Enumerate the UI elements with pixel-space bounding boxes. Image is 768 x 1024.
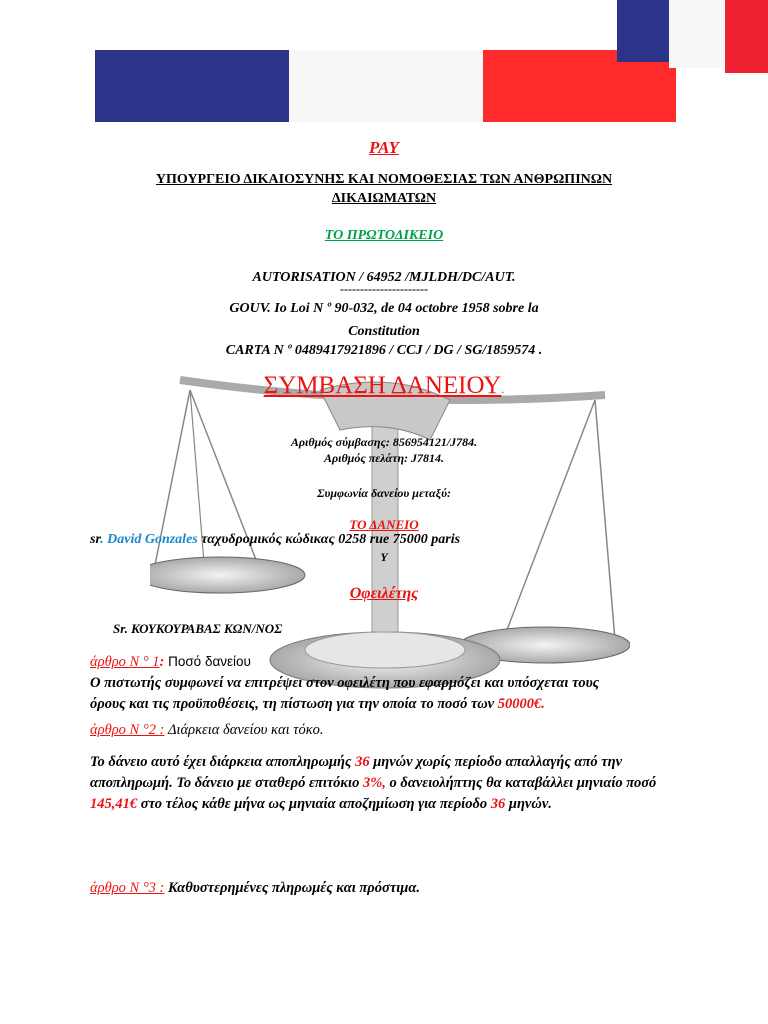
ministry-heading-line2: ΔΙΚΑΙΩΜΑΤΩΝ	[331, 191, 437, 206]
agreement-between: Συμφωνία δανείου μεταξύ:	[317, 486, 451, 500]
article-2-title: Διάρκεια δανείου και τόκο.	[164, 722, 324, 738]
article-2-text-part4: στο τέλος κάθε μήνα ως μηνιαία αποζημίωση για περίοδο	[137, 796, 491, 812]
article-2-monthly-amount: 145,41€	[90, 796, 138, 812]
article-3-label: άρθρο N °3 :	[90, 880, 165, 896]
court-heading: ΤΟ ΠΡΩΤΟΔΙΚΕΙΟ	[324, 228, 444, 243]
flag-white-stripe	[289, 50, 483, 122]
ministry-heading: ΥΠΟΥΡΓΕΙΟ ΔΙΚΑΙΟΣΥΝΗΣ ΚΑΙ ΝΟΜΟΘΕΣΙΑΣ ΤΩΝ ΑΝΘΡΩΠΙΝΩΝ	[155, 172, 613, 187]
lender-address: ταχυδρομικός κώδικας 0258 rue 75000 paris	[197, 532, 461, 547]
debtor-name: Sr. ΚΟΥΚΟΥΡΑΒΑΣ ΚΩΝ/ΝΟΣ	[113, 621, 283, 636]
article-2-period: 36	[490, 796, 506, 812]
carta-line: CARTA N º 0489417921896 / CCJ / DG / SG/1859574 .	[225, 343, 543, 358]
pay-heading: PAY	[369, 138, 399, 157]
lender-label: ΤΟ ΔΑΝΕΙΟ	[349, 517, 419, 532]
article-2-text-part2: μηνών χωρίς περίοδο απαλλαγής από την αποπληρωμή. Το δάνειο με σταθερό επιτόκιο	[90, 754, 623, 791]
contract-title	[0, 372, 768, 400]
article-1-label: άρθρο N ° 1	[90, 654, 160, 670]
contract-title-dot: .	[501, 382, 505, 396]
debtor-label: Οφειλέτης	[349, 585, 419, 602]
article-1-amount: 50000€.	[497, 696, 545, 712]
and-connector: Y	[380, 550, 388, 564]
contract-title-text: ΣΥΜΒΑΣΗ ΔΑΝΕΙΟΥ	[263, 372, 502, 399]
autorisation-line: AUTORISATION / 64952 /MJLDH/DC/AUT.	[252, 270, 516, 285]
article-1	[90, 651, 670, 715]
article-2-label: άρθρο N °2 :	[90, 722, 165, 738]
article-2-text-part3: ο δανειολήπτης θα καταβάλλει μηνιαίο ποσό	[385, 775, 657, 791]
article-1-text-2: όρους και τις προϋποθέσεις, τη πίστωση για την οποία το ποσό των	[90, 696, 498, 712]
gouv-line: GOUV. Io Loi N º 90-032, de 04 octobre 1958 sobre la	[229, 301, 539, 316]
article-2-months: 36	[355, 754, 370, 770]
article-2-text-part1: Το δάνειο αυτό έχει διάρκεια αποπληρωμής	[90, 754, 356, 770]
article-1-title: Ποσό δανείου	[164, 654, 251, 669]
client-number: Αριθμός πελάτη: J7814.	[323, 451, 445, 465]
separator-dashes: ----------------------	[340, 282, 428, 296]
article-3-title: Καθυστερημένες πληρωμές και πρόστιμα.	[164, 880, 421, 896]
flag-blue-stripe	[95, 50, 289, 122]
lender-line	[90, 532, 460, 548]
article-3-heading	[90, 878, 670, 899]
article-1-text-1: Ο πιστωτής συμφωνεί να επιτρέψει στον οφειλέτη που εφαρμόζει και υπόσχεται τους	[90, 675, 600, 691]
lender-prefix: sr	[90, 532, 101, 547]
article-2-text	[90, 752, 670, 815]
article-2-rate: 3%,	[362, 775, 386, 791]
constitution-line: Constitution	[348, 324, 420, 339]
article-2-text-part5: μηνών.	[505, 796, 552, 812]
lender-name: . David Gonzales	[100, 532, 198, 547]
contract-number: Αριθμός σύμβασης: 856954121/J784.	[290, 435, 478, 449]
article-2-heading	[90, 720, 670, 741]
article-1-colon: :	[159, 654, 165, 670]
